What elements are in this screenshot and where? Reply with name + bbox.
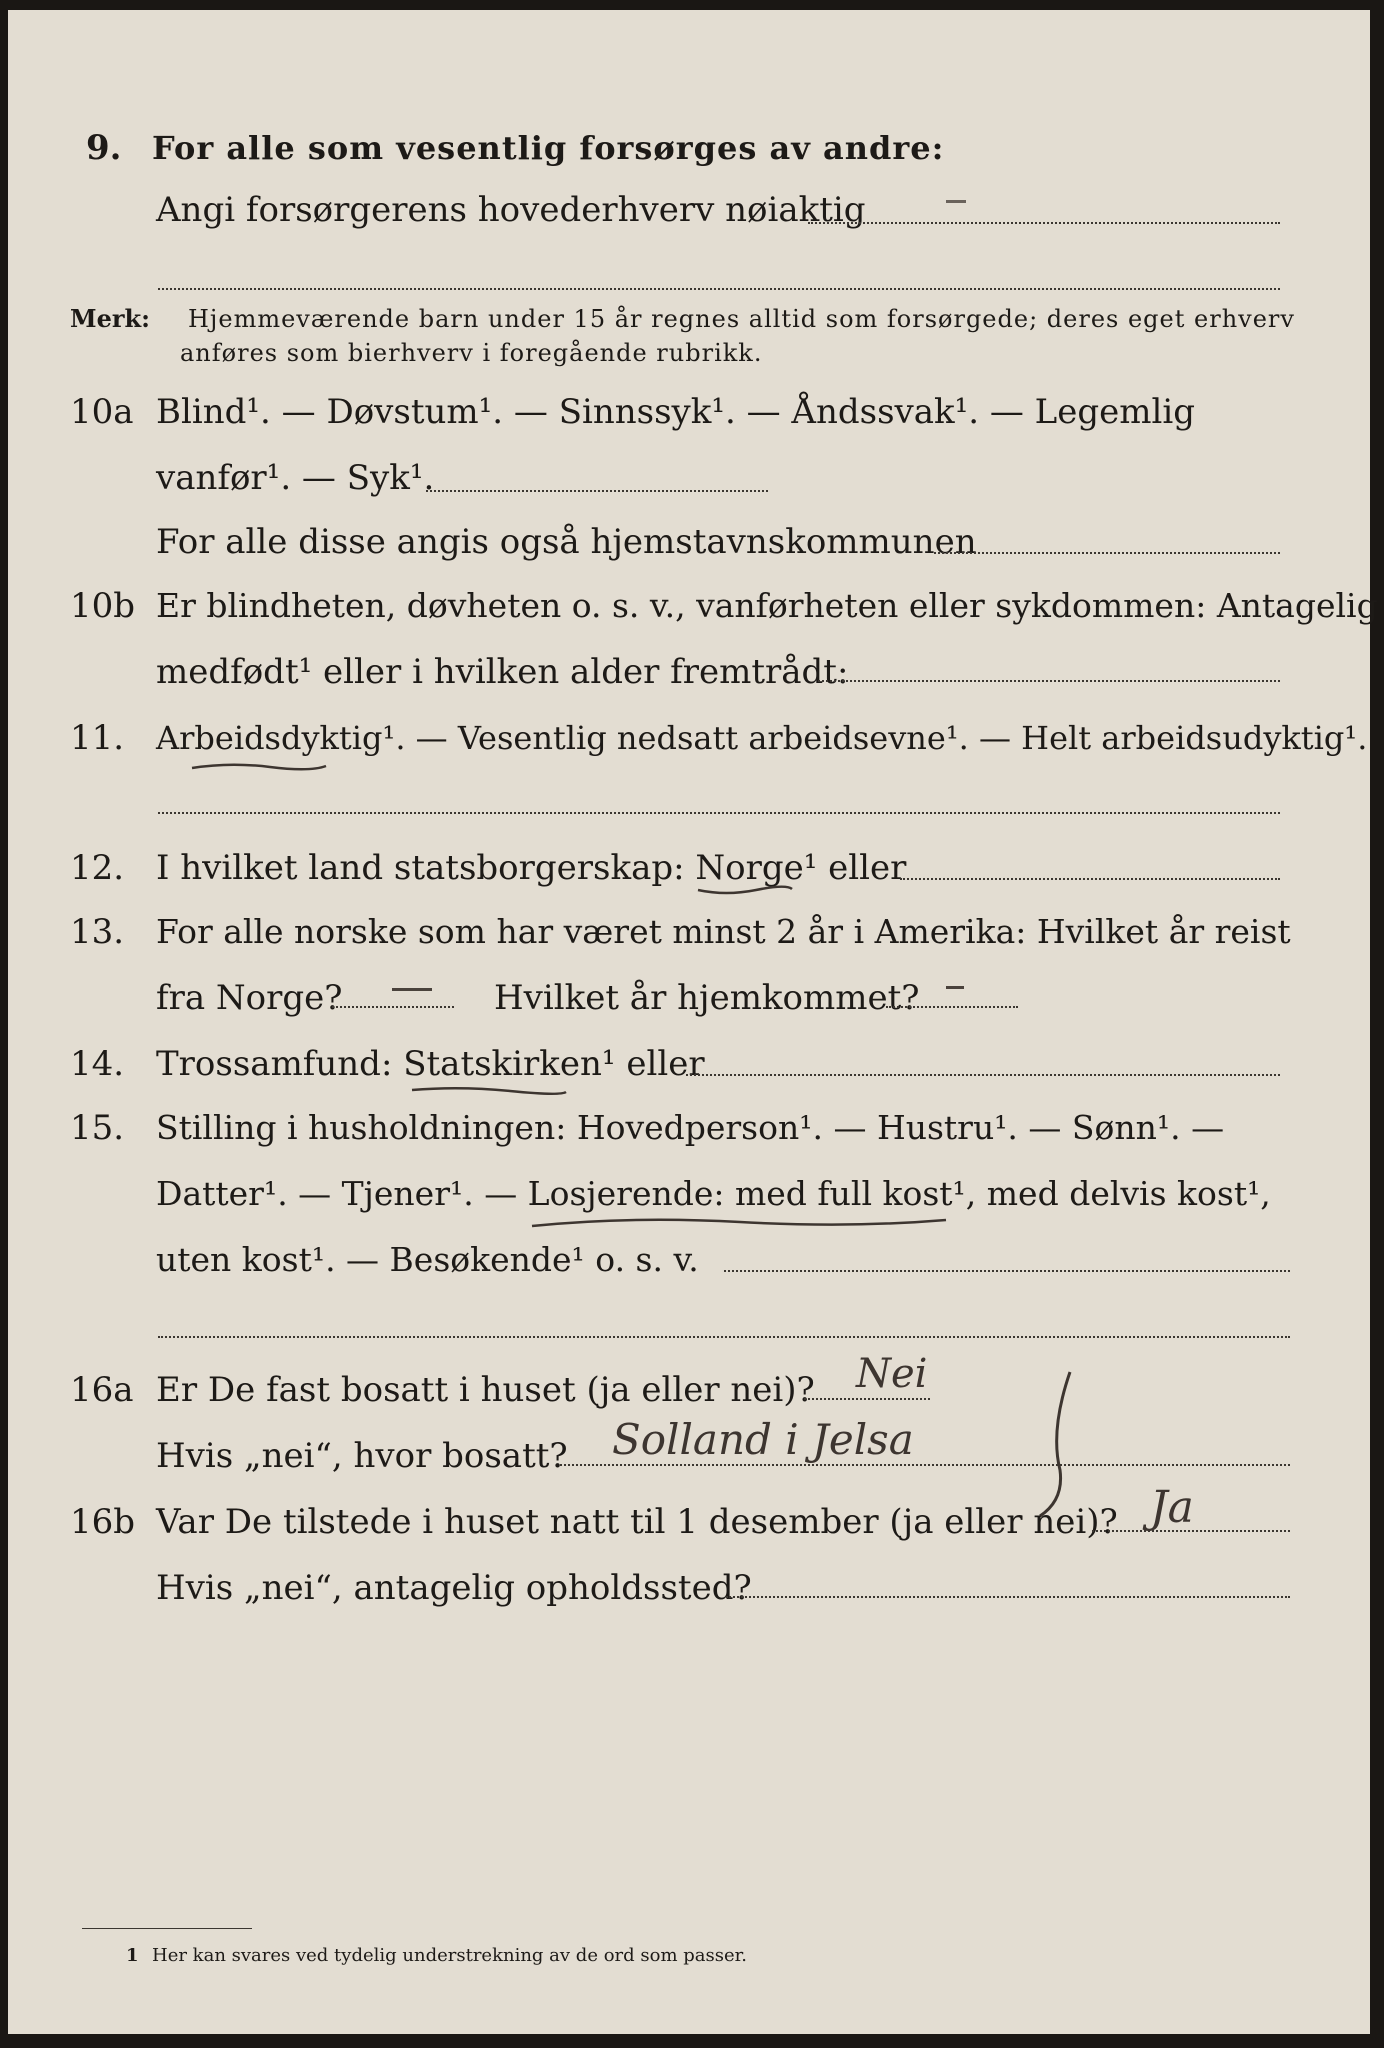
q16b-place-line[interactable]: [726, 1596, 1290, 1598]
q13-line-2b: Hvilket år hjemkommet?: [494, 978, 920, 1018]
q13-dash-mark-2: [946, 986, 964, 989]
q14-underline-mark: [410, 1084, 570, 1098]
q11-line-1: Arbeidsdyktig¹. — Vesentlig nedsatt arbeidsevne¹. — Helt arbeidsudyktig¹.: [156, 719, 1368, 757]
q10b-line-1: Er blindheten, døvheten o. s. v., vanførheten eller sykdommen: Antagelig: [156, 586, 1378, 625]
q16a-line-1: Er De fast bosatt i huset (ja eller nei)?: [156, 1370, 815, 1410]
q16b-line-2: Hvis „nei“, antagelig opholdssted?: [156, 1568, 752, 1608]
note-line-2: anføres som bierhverv i foregående rubrikk.: [180, 339, 763, 367]
q12-line-1: I hvilket land statsborgerskap: Norge¹ eller: [156, 848, 907, 888]
q13-dash-mark: [392, 988, 432, 991]
q16a-line-2: Hvis „nei“, hvor bosatt?: [156, 1436, 568, 1476]
q12-number: 12.: [70, 848, 125, 888]
q16a-answer-line[interactable]: [804, 1398, 930, 1400]
q13-number: 13.: [70, 912, 125, 952]
q11-number: 11.: [70, 718, 125, 758]
q10a-answer-line[interactable]: [426, 490, 768, 492]
q16b-number: 16b: [70, 1502, 136, 1542]
q14-answer-line[interactable]: [686, 1074, 1280, 1076]
scan-border-bottom: [0, 2034, 1384, 2048]
q15-line-1: Stilling i husholdningen: Hovedperson¹. — Hustru¹. — Sønn¹. —: [156, 1108, 1225, 1147]
scan-border-right: [1370, 0, 1384, 2048]
q10a-line-3: For alle disse angis også hjemstavnskommunen: [156, 522, 977, 562]
footnote-text: Her kan svares ved tydelig understrekning av de ord som passer.: [152, 1945, 747, 1966]
q14-number: 14.: [70, 1044, 125, 1084]
q12-answer-line[interactable]: [900, 878, 1280, 880]
q15-answer-line[interactable]: [724, 1270, 1290, 1272]
q10a-number: 10a: [70, 392, 134, 432]
footnote-mark: 1: [126, 1945, 139, 1966]
q9-title: For alle som vesentlig forsørges av andre:: [152, 129, 945, 167]
q13-departure-line[interactable]: [332, 1006, 454, 1008]
q10a-line-1: Blind¹. — Døvstum¹. — Sinnssyk¹. — Åndssvak¹. — Legemlig: [156, 392, 1195, 432]
q16a-ink-stroke: [1030, 1370, 1090, 1520]
q10b-line-2: medfødt¹ eller i hvilken alder fremtrådt:: [156, 652, 849, 692]
note-line-1: Hjemmeværende barn under 15 år regnes alltid som forsørgede; deres eget erhverv: [188, 305, 1295, 333]
q11-answer-line[interactable]: [158, 812, 1280, 814]
q14-line-1: Trossamfund: Statskirken¹ eller: [156, 1044, 705, 1084]
q16a-number: 16a: [70, 1370, 134, 1410]
q9-dash-mark: [946, 200, 966, 203]
q10b-answer-line[interactable]: [818, 680, 1280, 682]
q13-return-line[interactable]: [886, 1006, 1018, 1008]
q13-line-2a: fra Norge?: [156, 978, 343, 1018]
footnote-rule: [82, 1928, 252, 1929]
q15-answer-line-2[interactable]: [158, 1336, 1290, 1338]
q9-number: 9.: [86, 128, 122, 168]
q16a-residence-line[interactable]: [560, 1464, 1290, 1466]
q10a-hometown-line[interactable]: [934, 552, 1280, 554]
q15-number: 15.: [70, 1108, 125, 1148]
q12-underline-mark: [696, 884, 796, 898]
q16a-handwritten-residence: Solland i Jelsa: [612, 1415, 914, 1464]
q9-answer-line-2[interactable]: [158, 288, 1280, 290]
q16b-handwritten-answer: Ja: [1150, 1482, 1194, 1533]
q10a-line-2: vanfør¹. — Syk¹.: [156, 458, 435, 498]
q9-line: Angi forsørgerens hovederhverv nøiaktig: [156, 190, 866, 230]
q15-underline-mark: [530, 1212, 950, 1232]
q13-line-1: For alle norske som har været minst 2 år i Amerika: Hvilket år reist: [156, 912, 1291, 951]
q11-underline-mark: [190, 758, 330, 774]
q16a-handwritten-answer: Nei: [856, 1351, 928, 1397]
q10b-number: 10b: [70, 586, 136, 626]
q15-line-2: Datter¹. — Tjener¹. — Losjerende: med full kost¹, med delvis kost¹,: [156, 1174, 1271, 1213]
q9-answer-line[interactable]: [808, 222, 1280, 224]
note-label: Merk:: [70, 304, 150, 333]
q15-line-3: uten kost¹. — Besøkende¹ o. s. v.: [156, 1240, 699, 1279]
scan-border-left: [0, 0, 8, 2048]
q16b-line-1: Var De tilstede i huset natt til 1 desember (ja eller nei)?: [156, 1502, 1118, 1542]
scan-border-top: [0, 0, 1384, 10]
